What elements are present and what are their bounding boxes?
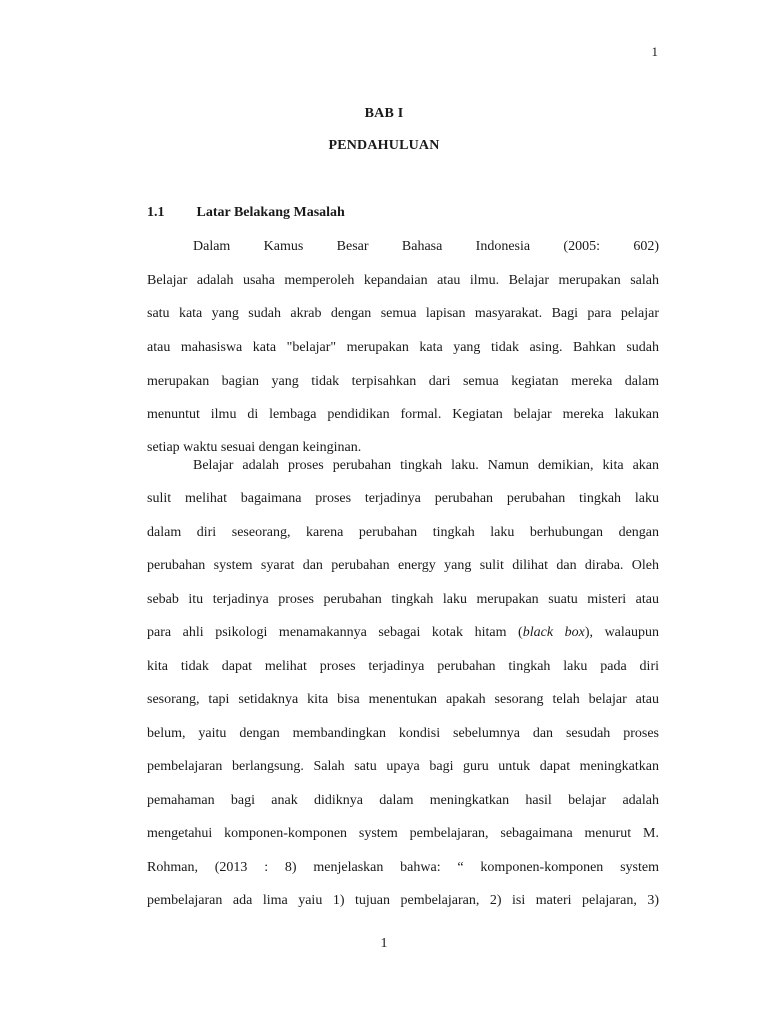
footer-page-number: 1: [380, 936, 388, 951]
section-heading: [147, 205, 345, 221]
header-page-number: 1: [651, 44, 658, 59]
paragraph-2-line-6-italic: black box: [522, 625, 585, 640]
chapter-title: PENDAHULUAN: [328, 138, 440, 153]
paragraph-1-line-7: setiap waktu sesuai dengan keinginan.: [147, 440, 362, 455]
paragraph-2-line-5: sebab itu terjadinya proses perubahan tingkah laku merupakan suatu misteri atau: [147, 592, 659, 607]
paragraph-1-line-6: menuntut ilmu di lembaga pendidikan formal. Kegiatan belajar mereka lakukan: [147, 407, 659, 422]
paragraph-2-line-14: pembelajaran ada lima yaiu 1) tujuan pembelajaran, 2) isi materi pelajaran, 3): [147, 893, 659, 908]
chapter-number: BAB I: [364, 106, 404, 121]
section-number: 1.1: [147, 205, 165, 220]
paragraph-1-line-5: merupakan bagian yang tidak terpisahkan dari semua kegiatan mereka dalam: [147, 374, 659, 389]
paragraph-1-line-1: Dalam Kamus Besar Bahasa Indonesia (2005: 602): [193, 239, 659, 254]
paragraph-1-line-2: Belajar adalah usaha memperoleh kepandaian atau ilmu. Belajar merupakan salah: [147, 273, 659, 288]
paragraph-2-line-9: belum, yaitu dengan membandingkan kondisi sebelumnya dan sesudah proses: [147, 726, 659, 741]
paragraph-2-line-3: dalam diri seseorang, karena perubahan tingkah laku berhubungan dengan: [147, 525, 659, 540]
paragraph-2-line-8: sesorang, tapi setidaknya kita bisa menentukan apakah sesorang telah belajar atau: [147, 692, 659, 707]
paragraph-2-line-10: pembelajaran berlangsung. Salah satu upaya bagi guru untuk dapat meningkatkan: [147, 759, 659, 774]
paragraph-2-line-13: Rohman, (2013 : 8) menjelaskan bahwa: “ komponen-komponen system: [147, 860, 659, 875]
paragraph-1-line-3: satu kata yang sudah akrab dengan semua lapisan masyarakat. Bagi para pelajar: [147, 306, 659, 321]
section-title: Latar Belakang Masalah: [196, 205, 345, 220]
paragraph-2-line-6-text-a: para ahli psikologi menamakannya sebagai kotak hitam (: [147, 625, 523, 640]
paragraph-2-line-6-text-b: ), walaupun: [584, 625, 659, 640]
paragraph-2-line-2: sulit melihat bagaimana proses terjadinya perubahan perubahan tingkah laku: [147, 491, 659, 506]
paragraph-1-line-4: atau mahasiswa kata "belajar" merupakan kata yang tidak asing. Bahkan sudah: [147, 340, 659, 355]
paragraph-2-line-11: pemahaman bagi anak didiknya dalam meningkatkan hasil belajar adalah: [147, 793, 659, 808]
paragraph-2-line-1: Belajar adalah proses perubahan tingkah laku. Namun demikian, kita akan: [193, 458, 659, 473]
paragraph-2-line-7: kita tidak dapat melihat proses terjadinya perubahan tingkah laku pada diri: [147, 659, 659, 674]
paragraph-2-line-6: [147, 624, 659, 642]
paragraph-2-line-4: perubahan system syarat dan perubahan energy yang sulit dilihat dan diraba. Oleh: [147, 558, 659, 573]
paragraph-2-line-12: mengetahui komponen-komponen system pembelajaran, sebagaimana menurut M.: [147, 826, 659, 841]
